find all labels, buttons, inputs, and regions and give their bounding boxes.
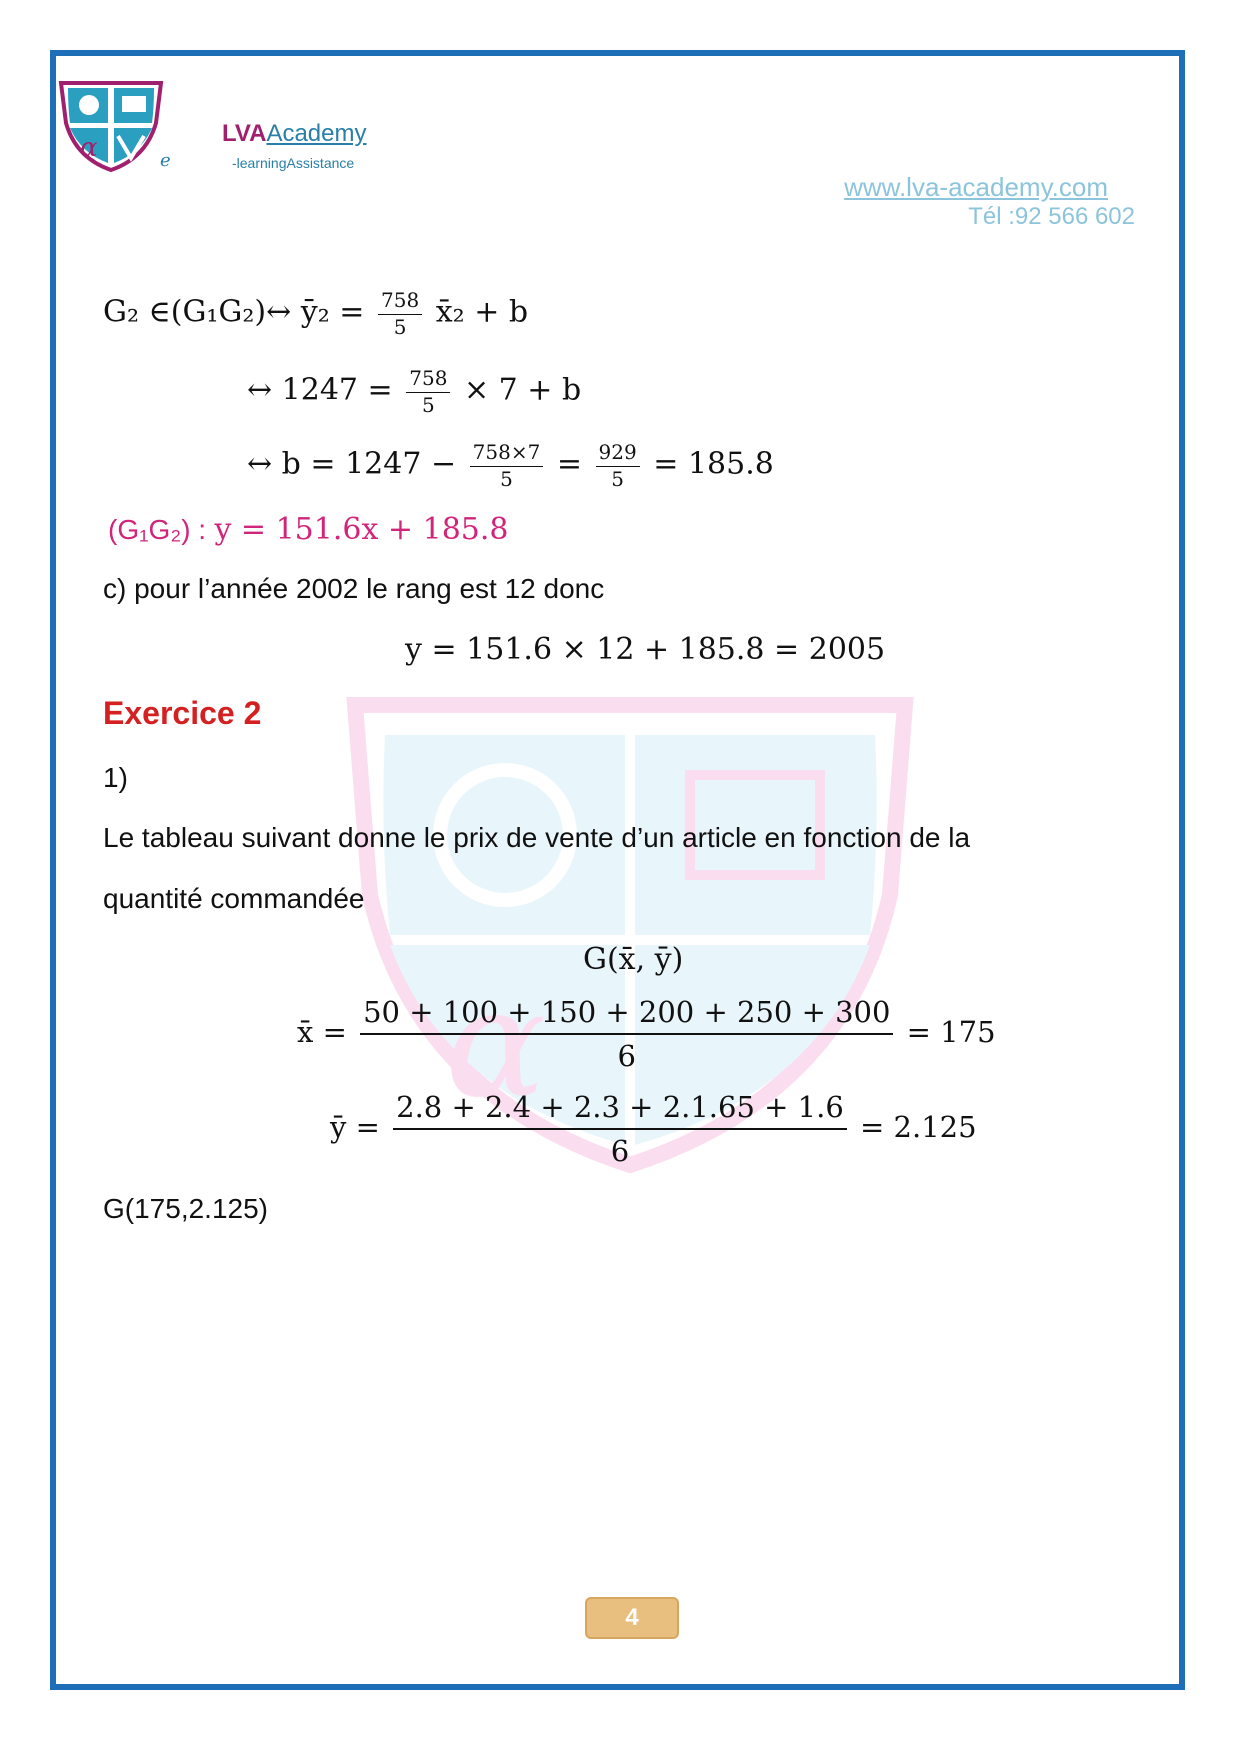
eq3-left: ↔ b = 1247 −	[247, 446, 457, 482]
ybar-left: ȳ =	[330, 1110, 380, 1144]
eq1-right: x̄₂ + b	[435, 294, 529, 330]
svg-text:α: α	[445, 957, 547, 1131]
paragraph-line-2: quantité commandée	[103, 883, 365, 914]
eq2-left: ↔ 1247 =	[247, 372, 393, 408]
eq3-denominator-1: 5	[500, 467, 513, 491]
xbar-right: = 175	[906, 1015, 996, 1049]
brand-academy: Academy	[266, 120, 367, 147]
eq1-left: G₂ ∈(G₁G₂)↔ ȳ₂ =	[103, 294, 365, 330]
academy-logo	[56, 78, 166, 173]
eq3-denominator-2: 5	[611, 467, 624, 491]
paragraph-line-1: Le tableau suivant donne le prix de vente d’un article en fonction de la	[103, 822, 971, 853]
brand-name	[222, 120, 366, 148]
xbar-numerator: 50 + 100 + 150 + 200 + 250 + 300	[360, 995, 893, 1035]
logo-e-mark: e	[160, 150, 171, 171]
equation-g2-membership	[103, 288, 528, 339]
ybar-numerator: 2.8 + 2.4 + 2.3 + 2.1.65 + 1.6	[393, 1090, 847, 1130]
exercise-title: Exercice 2	[103, 695, 262, 731]
eq1-denominator: 5	[393, 315, 407, 339]
brand-subtitle: -learningAssistance	[232, 155, 355, 171]
eq2-numerator: 758	[406, 366, 450, 393]
g-result: G(175,2.125)	[103, 1193, 268, 1224]
question-number: 1)	[103, 762, 128, 793]
y-calculation: y = 151.6 × 12 + 185.8 = 2005	[405, 632, 886, 667]
website-link[interactable]: www.lva-academy.com	[844, 172, 1108, 202]
line-eq-formula: y = 151.6x + 185.8	[214, 512, 509, 547]
line-eq-label: (G₁G₂) :	[108, 514, 207, 545]
equation-step-2	[247, 366, 581, 417]
regression-line-equation	[108, 512, 509, 547]
svg-text:α: α	[80, 133, 98, 163]
ybar-denominator: 6	[610, 1134, 630, 1168]
eq1-numerator: 758	[378, 288, 422, 315]
g-point-notation: G(x̄, ȳ)	[583, 942, 684, 977]
xbar-left: x̄ =	[297, 1015, 347, 1049]
ybar-right: = 2.125	[860, 1110, 977, 1144]
xbar-equation	[297, 995, 996, 1073]
phone-number: Tél :92 566 602	[968, 203, 1135, 230]
eq3-mid: =	[556, 446, 582, 482]
ybar-equation	[330, 1090, 977, 1168]
eq2-denominator: 5	[421, 393, 435, 417]
eq3-numerator-2: 929	[596, 440, 640, 467]
part-c-text: c) pour l’année 2002 le rang est 12 donc	[103, 573, 605, 604]
equation-step-3	[247, 440, 774, 491]
eq3-numerator-1: 758×7	[470, 440, 544, 467]
brand-lva: LVA	[222, 120, 267, 147]
xbar-denominator: 6	[617, 1039, 636, 1073]
eq2-right: × 7 + b	[463, 372, 582, 408]
eq3-right: = 185.8	[653, 446, 774, 482]
page-number-badge: 4	[585, 1597, 679, 1639]
